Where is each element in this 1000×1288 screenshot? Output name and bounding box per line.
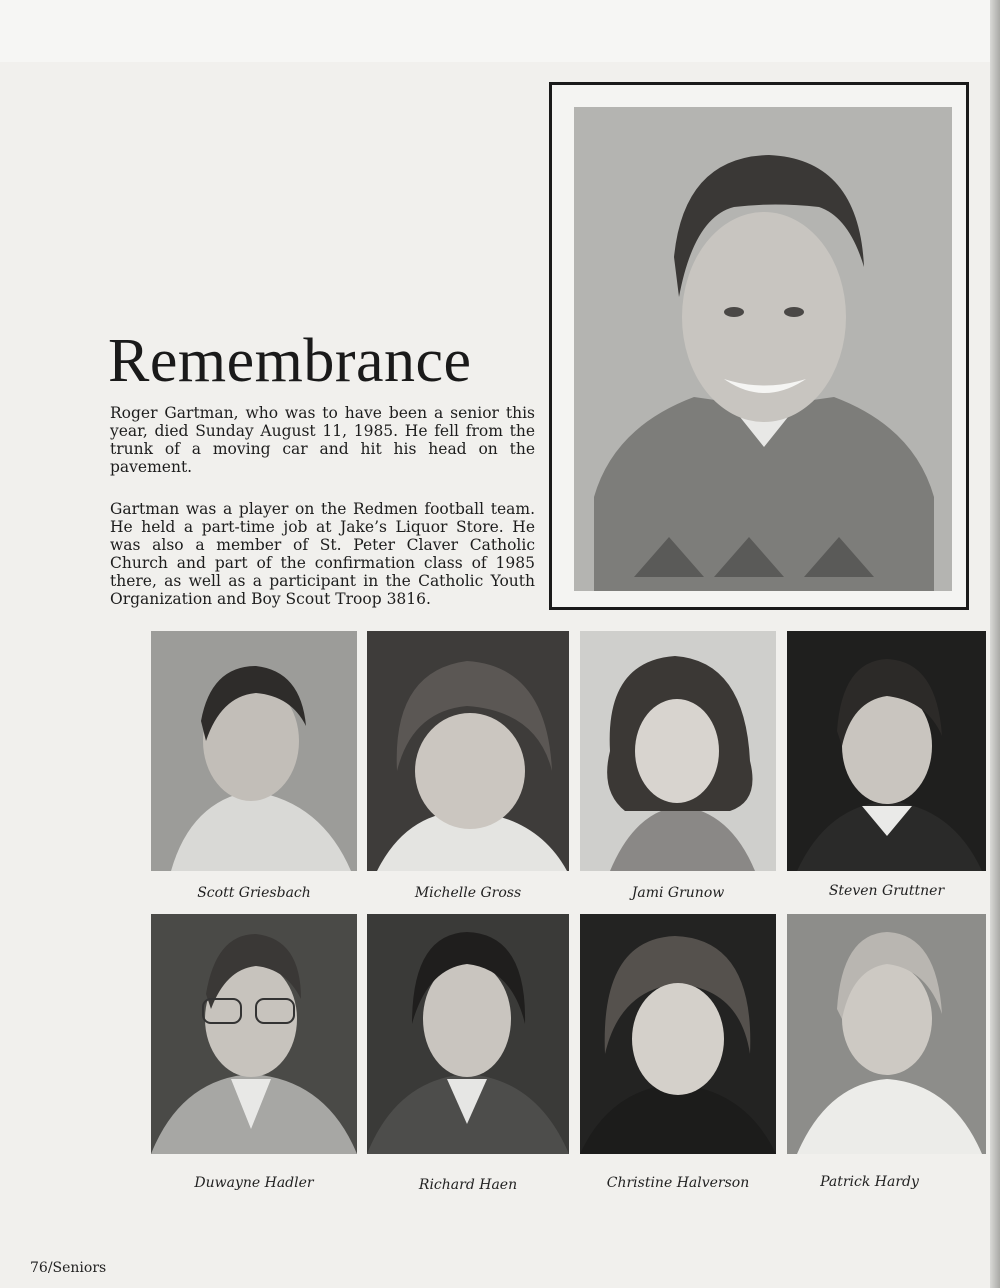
binding-edge: [990, 0, 1000, 1288]
senior-name: Patrick Hardy: [820, 1174, 919, 1190]
remembrance-paragraph-1: Roger Gartman, who was to have been a senior this year, died Sunday August 11, 1985. He fell from the trunk of a moving car and hit his head on the pavement.: [110, 404, 535, 476]
senior-photo: [787, 631, 986, 871]
senior-name: Jami Grunow: [631, 885, 725, 901]
senior-photo: [580, 914, 776, 1154]
memorial-portrait-photo: [574, 107, 952, 591]
senior-photo: [787, 914, 986, 1154]
senior-photo: [580, 631, 776, 871]
senior-photo: [367, 914, 569, 1154]
senior-photo: [367, 631, 569, 871]
senior-name: Christine Halverson: [606, 1175, 750, 1191]
senior-name: Steven Gruttner: [828, 883, 945, 899]
remembrance-paragraph-2: Gartman was a player on the Redmen football team. He held a part-time job at Jake’s Liquor Store. He was also a member of St. Peter Claver Catholic Church and part of the confirmation class of 1985 there, as well as a participant in the Catholic Youth Organization and Boy Scout Troop 3816.: [110, 500, 535, 608]
remembrance-title: Remembrance: [108, 327, 472, 395]
senior-photo: [151, 914, 357, 1154]
senior-name: Scott Griesbach: [197, 885, 311, 901]
senior-name: Richard Haen: [418, 1177, 518, 1193]
senior-name: Duwayne Hadler: [194, 1175, 314, 1191]
page-number-label: 76/Seniors: [30, 1260, 107, 1276]
page-top-strip: [0, 0, 1000, 62]
memorial-photo-frame: [549, 82, 969, 610]
senior-photo: [151, 631, 357, 871]
senior-name: Michelle Gross: [414, 885, 522, 901]
